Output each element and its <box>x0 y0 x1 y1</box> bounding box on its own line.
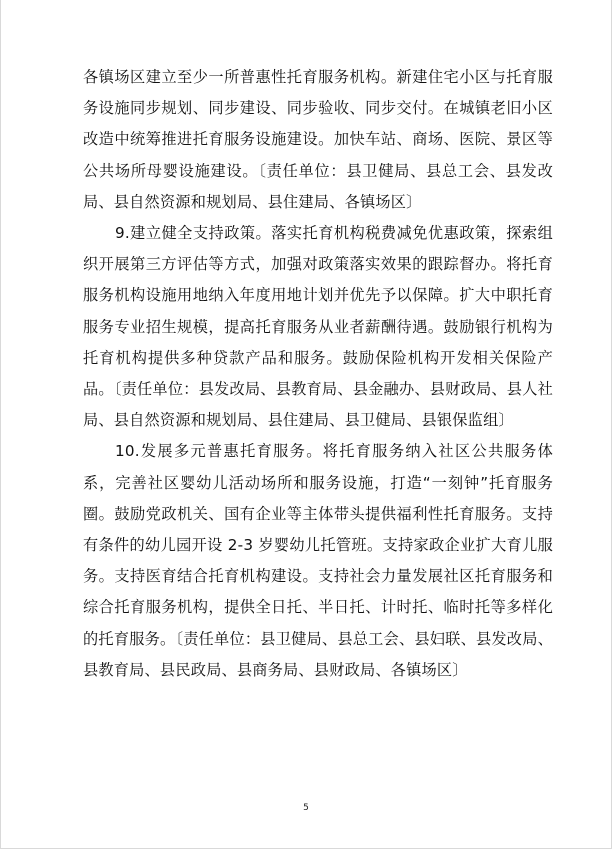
page-number: 5 <box>303 803 309 813</box>
paragraph-continuation: 各镇场区建立至少一所普惠性托育服务机构。新建住宅小区与托育服务设施同步规划、同步建设、同步验收、同步交付。在城镇老旧小区改造中统筹推进托育服务设施建设。加快车站、商场、医院、景区等公共场所母婴设施建设。〔责任单位：县卫健局、县总工会、县发改局、县自然资源和规划局、县住建局、各镇场区〕 <box>83 68 553 211</box>
paragraph-item-9: 9.建立健全支持政策。落实托育机构税费减免优惠政策，探索组织开展第三方评估等方式，加强对政策落实效果的跟踪督办。将托育服务机构设施用地纳入年度用地计划并优先予以保障。扩大中职托育服务专业招生规模，提高托育服务从业者薪酬待遇。鼓励银行机构为托育机构提供多种贷款产品和服务。鼓励保险机构开发相关保险产品。〔责任单位：县发改局、县教育局、县金融办、县财政局、县人社局、县自然资源和规划局、县住建局、县卫健局、县银保监组〕 <box>83 224 553 430</box>
paragraph-item-10: 10.发展多元普惠托育服务。将托育服务纳入社区公共服务体系，完善社区婴幼儿活动场所和服务设施，打造“一刻钟”托育服务圈。鼓励党政机关、国有企业等主体带头提供福利性托育服务。支持有条件的幼儿园开设 2-3 岁婴幼儿托管班。支持家政企业扩大育儿服务。支持医育结合托育机构建设。支持社会力量发展社区托育服务和综合托育服务机构，提供全日托、半日托、计时托、临时托等多样化的托育服务。〔责任单位：县卫健局、县总工会、县妇联、县发改局、县教育局、县民政局、县商务局、县财政局、各镇场区〕 <box>83 442 553 679</box>
document-body <box>83 62 553 686</box>
